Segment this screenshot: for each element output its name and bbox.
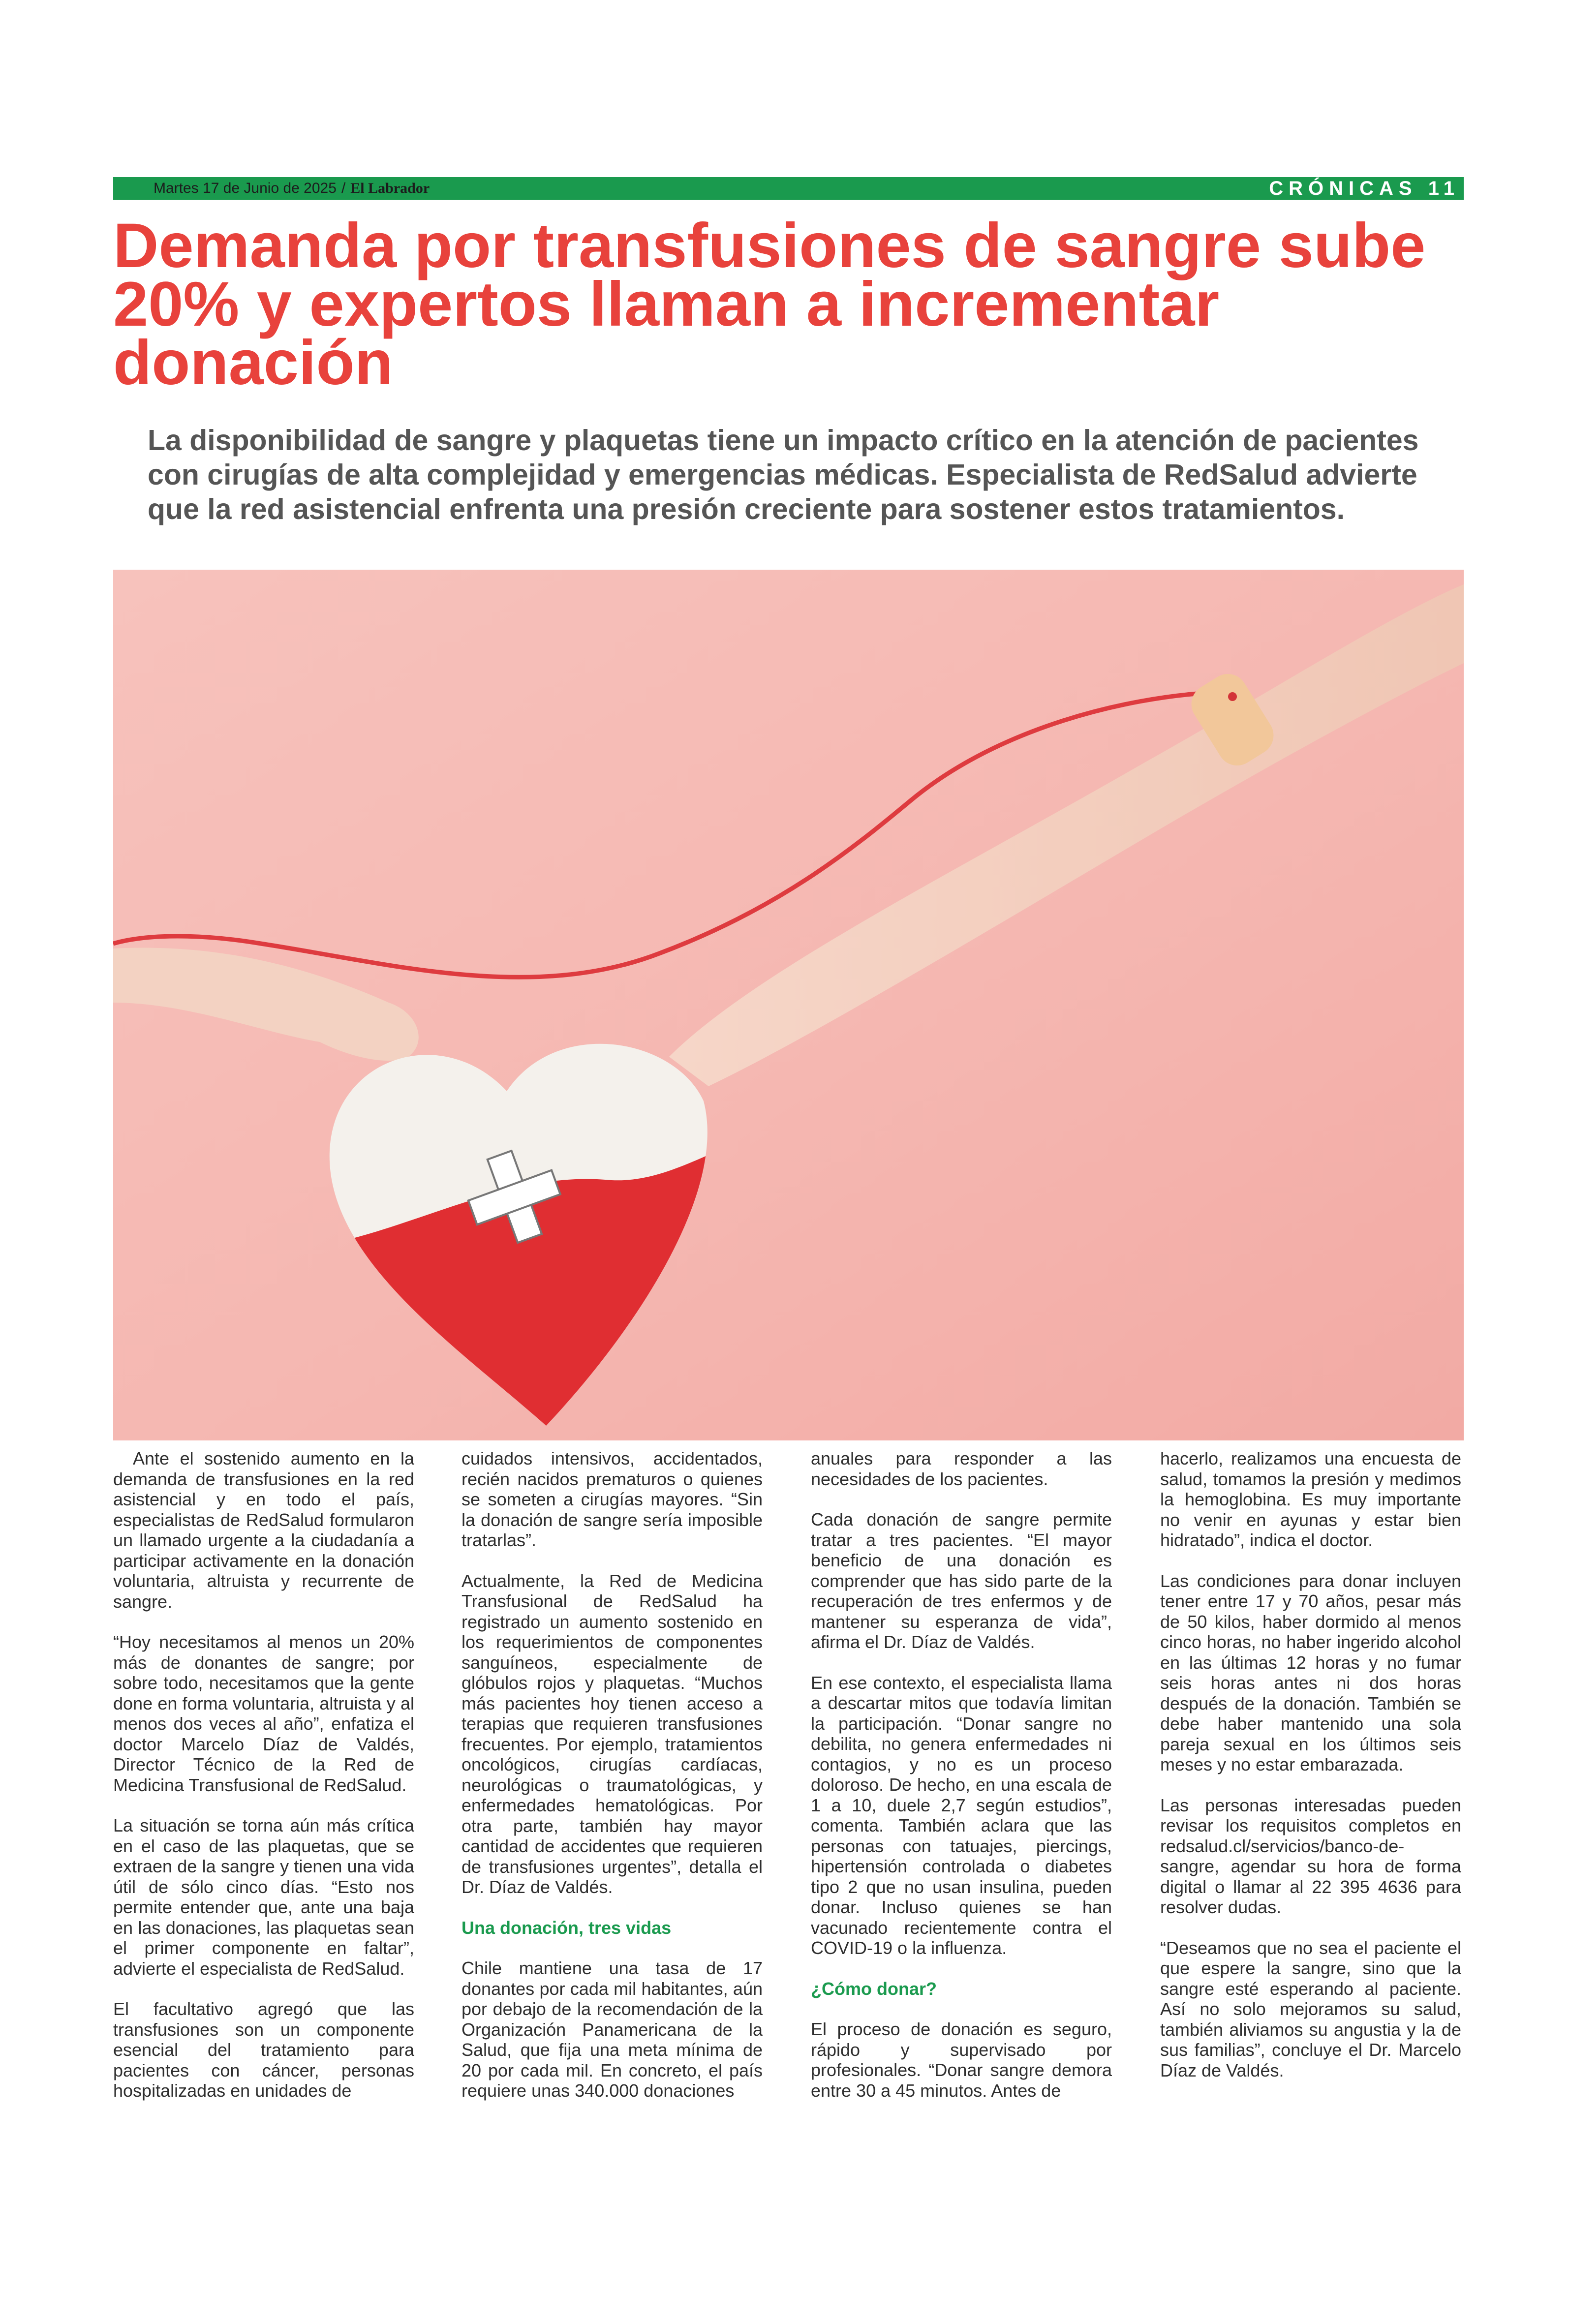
article-paragraph: “Hoy necesitamos al menos un 20% más de donantes de sangre; por sobre todo, necesitamos que la gente done en forma voluntaria, altruista y al menos dos veces al año”, enfatiza el doctor Marcelo Díaz de Valdés, Director Técnico de la Red de Medicina Transfusional de RedSalud. <box>113 1632 414 1795</box>
article-column-1 <box>113 1448 414 2121</box>
article-paragraph: “Deseamos que no sea el paciente el que espere la sangre, sino que la sangre esté esperando al paciente. Así no solo mejoramos su salud, también aliviamos su angustia y la de sus familias”, concluye el Dr. Marcelo Díaz de Valdés. <box>1160 1937 1461 2080</box>
section-name: CRÓNICAS <box>1269 177 1417 199</box>
dateline-separator: / <box>341 180 346 196</box>
article-paragraph: Ante el sostenido aumento en la demanda de transfusiones en la red asistencial y en todo el país, especialistas de RedSalud formularon un llamado urgente a la ciudadanía a participar activamente en la donación voluntaria, altruista y recurrente de sangre. <box>113 1448 414 1612</box>
article-column-4 <box>1160 1448 1461 2101</box>
article-paragraph: En ese contexto, el especialista llama a descartar mitos que todavía limitan la participación. “Donar sangre no debilita, no genera enfermedades ni contagios, y no es un proceso doloroso. De hecho, en una escala de 1 a 10, duele 2,7 según estudios”, comenta. También aclara que las personas con tatuajes, piercings, hipertensión controlada o diabetes tipo 2 que no usan insulina, pueden donar. Incluso quienes se han vacunado recientemente contra el COVID-19 o la influenza. <box>811 1672 1112 1958</box>
article-paragraph: hacerlo, realizamos una encuesta de salud, tomamos la presión y medimos la hemoglobina. Es muy importante no venir en ayunas y estar bien hidratado”, indica el doctor. <box>1160 1448 1461 1550</box>
article-paragraph: Las condiciones para donar incluyen tener entre 17 y 70 años, pesar más de 50 kilos, haber dormido al menos cinco horas, no haber ingerido alcohol en las últimas 12 horas y no fumar seis horas antes ni dos horas después de la donación. También se debe haber mantenido una sola pareja sexual en los últimos seis meses y no estar embarazada. <box>1160 1570 1461 1774</box>
article-column-3 <box>811 1448 1112 2121</box>
deck-summary: La disponibilidad de sangre y plaquetas tiene un impacto crítico en la atención de pacientes con cirugías de alta complejidad y emergencias médicas. Especialista de RedSalud advierte que la red asistencial enfrenta una presión creciente para sostener estos tratamientos. <box>148 424 1419 525</box>
page-number: 11 <box>1428 177 1460 199</box>
article-paragraph: Chile mantiene una tasa de 17 donantes por cada mil habitantes, aún por debajo de la recomendación de la Organización Panamericana de la Salud, que fija una meta mínima de 20 por cada mil. En concreto, el país requiere unas 340.000 donaciones <box>461 1958 763 2101</box>
article-paragraph: El facultativo agregó que las transfusiones son un componente esencial del tratamiento para pacientes con cáncer, personas hospitalizadas en unidades de <box>113 1999 414 2101</box>
article-paragraph: cuidados intensivos, accidentados, recién nacidos prematuros o quienes se someten a cirugías mayores. “Sin la donación de sangre sería imposible tratarlas”. <box>461 1448 763 1550</box>
article-photo <box>113 570 1464 1440</box>
article-paragraph: La situación se torna aún más crítica en el caso de las plaquetas, que se extraen de la sangre y tienen una vida útil de sólo cinco días. “Esto nos permite entender que, ante una baja en las donaciones, las plaquetas sean el primer componente en faltar”, advierte el especialista de RedSalud. <box>113 1815 414 1979</box>
section-label <box>1269 178 1464 200</box>
newspaper-name: El Labrador <box>350 180 430 196</box>
article-paragraph: Actualmente, la Red de Medicina Transfusional de RedSalud ha registrado un aumento sostenido en los requerimientos de componentes sanguíneos, especialmente de glóbulos rojos y plaquetas. “Muchos más pacientes hoy tienen acceso a terapias que requieren transfusiones frecuentes. Por ejemplo, tratamientos oncológicos, cirugías cardíacas, neurológicas o traumatológicas, y enfermedades hematológicas. Por otra parte, también hay mayor cantidad de accidentes que requieren de transfusiones urgentes”, detalla el Dr. Díaz de Valdés. <box>461 1570 763 1897</box>
subheading: ¿Cómo donar? <box>811 1978 937 1999</box>
header-dateline <box>113 180 430 197</box>
header-bar <box>113 177 1464 200</box>
article-paragraph: El proceso de donación es seguro, rápido y supervisado por profesionales. “Donar sangre demora entre 30 a 45 minutos. Antes de <box>811 2019 1112 2101</box>
subheading: Una donación, tres vidas <box>461 1917 672 1938</box>
article-column-2 <box>461 1448 763 2121</box>
issue-date: Martes 17 de Junio de 2025 <box>154 180 337 196</box>
article-paragraph: anuales para responder a las necesidades de los pacientes. <box>811 1448 1112 1489</box>
article-paragraph: Cada donación de sangre permite tratar a tres pacientes. “El mayor beneficio de una donación es comprender que has sido parte de la recuperación de tres enfermos y de mantener su esperanza de vida”, afirma el Dr. Díaz de Valdés. <box>811 1509 1112 1652</box>
headline: Demanda por transfusiones de sangre sube 20% y expertos llaman a incrementar donación <box>113 211 1426 398</box>
article-paragraph: Las personas interesadas pueden revisar los requisitos completos en redsalud.cl/servicios/banco-de-sangre, agendar su hora de forma digital o llamar al 22 395 4636 para resolver dudas. <box>1160 1795 1461 1917</box>
